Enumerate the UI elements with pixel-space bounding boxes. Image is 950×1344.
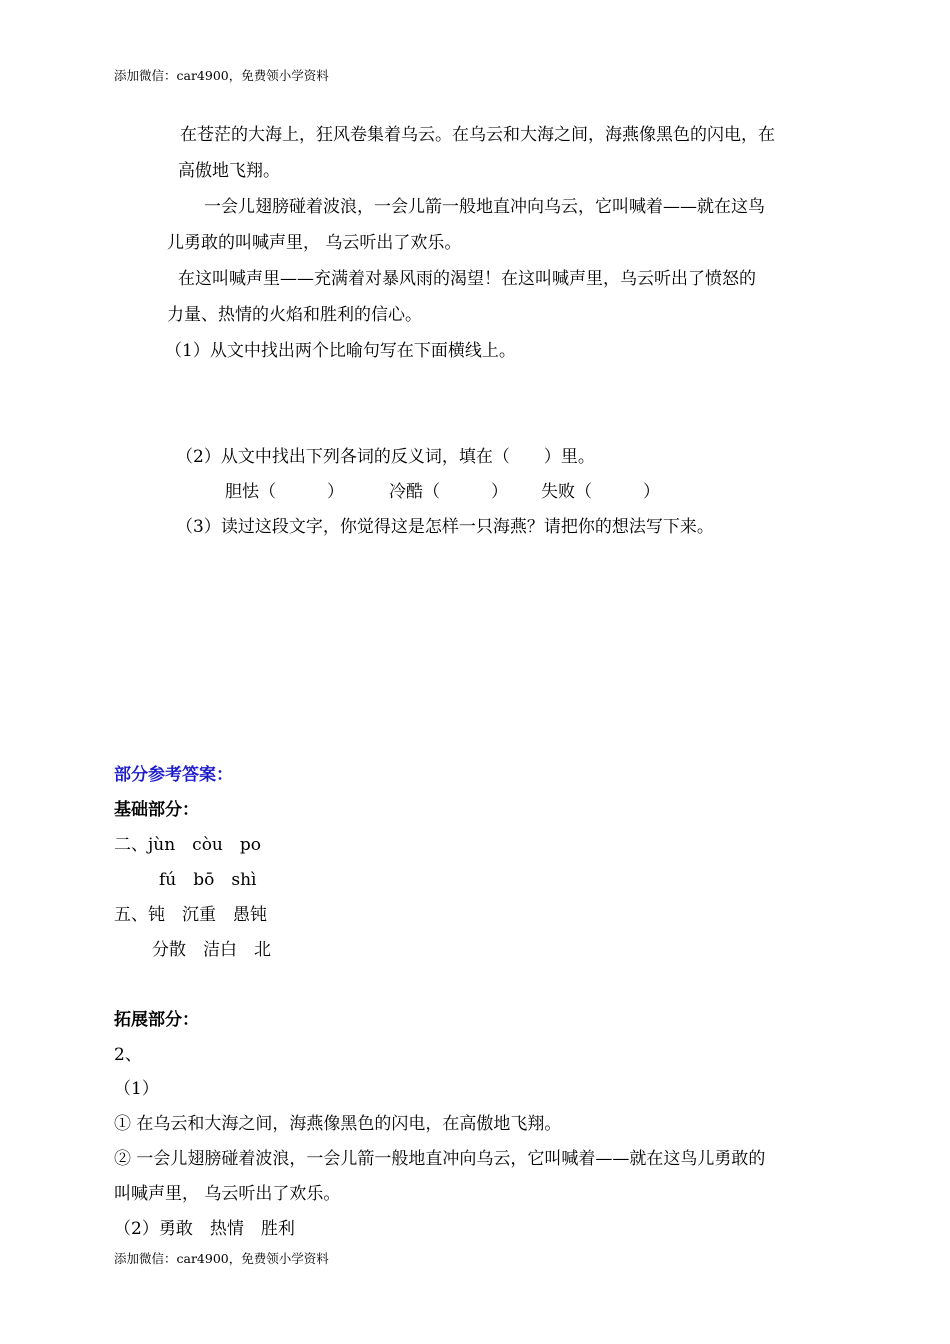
page-footer: 添加微信：car4900，免费领小学资料 bbox=[114, 1251, 329, 1266]
answers-title: 部分参考答案： bbox=[114, 765, 233, 785]
basic-line-2: fú bō shì bbox=[159, 870, 257, 890]
ext-line-6: （2）勇敢 热情 胜利 bbox=[114, 1219, 295, 1239]
basic-section-title: 基础部分： bbox=[114, 800, 199, 820]
ext-line-4: ② 一会儿翅膀碰着波浪，一会儿箭一般地直冲向乌云，它叫喊着——就在这鸟儿勇敢的 bbox=[114, 1149, 766, 1169]
passage-p2-line1: 一会儿翅膀碰着波浪，一会儿箭一般地直冲向乌云，它叫喊着——就在这鸟 bbox=[204, 197, 765, 217]
q2-word-2: 冷酷（ ） bbox=[389, 482, 508, 502]
page-header: 添加微信：car4900，免费领小学资料 bbox=[114, 68, 329, 83]
passage-p2-line2: 儿勇敢的叫喊声里， 乌云听出了欢乐。 bbox=[167, 233, 462, 253]
passage-p3-line1: 在这叫喊声里——充满着对暴风雨的渴望！在这叫喊声里，乌云听出了愤怒的 bbox=[178, 269, 756, 289]
extension-section-title: 拓展部分： bbox=[114, 1010, 199, 1030]
question-3: （3）读过这段文字，你觉得这是怎样一只海燕？请把你的想法写下来。 bbox=[176, 517, 714, 537]
passage-p1-line2: 高傲地飞翔。 bbox=[178, 161, 280, 181]
basic-line-4: 分散 洁白 北 bbox=[152, 940, 271, 960]
ext-line-3: ① 在乌云和大海之间，海燕像黑色的闪电，在高傲地飞翔。 bbox=[114, 1114, 562, 1134]
question-2: （2）从文中找出下列各词的反义词，填在（ ）里。 bbox=[176, 447, 595, 467]
basic-line-3: 五、钝 沉重 愚钝 bbox=[114, 905, 267, 925]
basic-line-1: 二、jùn còu po bbox=[114, 835, 261, 855]
question-1: （1）从文中找出两个比喻句写在下面横线上。 bbox=[165, 341, 516, 361]
passage-p1-line1: 在苍茫的大海上，狂风卷集着乌云。在乌云和大海之间，海燕像黑色的闪电，在 bbox=[180, 125, 775, 145]
passage-p3-line2: 力量、热情的火焰和胜利的信心。 bbox=[167, 305, 422, 325]
q2-word-3: 失败（ ） bbox=[541, 482, 660, 502]
ext-line-5: 叫喊声里， 乌云听出了欢乐。 bbox=[114, 1184, 341, 1204]
ext-line-1: 2、 bbox=[114, 1045, 142, 1065]
q2-word-1: 胆怯（ ） bbox=[225, 482, 344, 502]
ext-line-2: （1） bbox=[114, 1079, 159, 1099]
